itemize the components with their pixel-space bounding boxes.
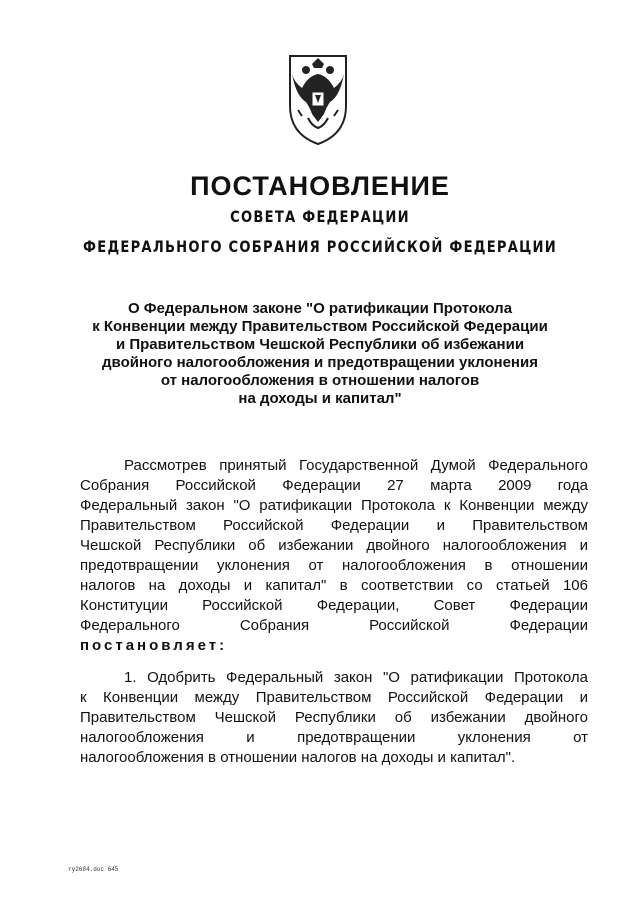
paragraph-line: Конституции Российской Федерации, Совет Федерации [80,597,588,614]
paragraph-line: налогов на доходы и капитал" в соответствии со статьей 106 [80,577,588,594]
paragraph-item-1 [80,668,588,768]
paragraph-line: Рассмотрев принятый Государственной Думой Федерального [124,457,588,474]
paragraph-preamble [80,456,588,656]
coat-of-arms-russia-icon [272,52,364,148]
paragraph-line: к Конвенции между Правительством Российской Федерации и [80,689,588,706]
paragraph-line: налогообложения и предотвращении уклонения от [80,729,588,746]
subject-line: к Конвенции между Правительством Российской Федерации [92,318,548,335]
paragraph-line: Собрания Российской Федерации 27 марта 2009 года [80,477,588,494]
resolves-word: постановляет: [80,637,228,654]
paragraph-line: налогообложения в отношении налогов на доходы и капитал". [80,749,516,766]
issuer-line-2: ФЕДЕРАЛЬНОГО СОБРАНИЯ РОССИЙСКОЙ ФЕДЕРАЦИИ [83,237,557,256]
document-reference: ry2684.doc 645 [68,866,119,873]
paragraph-line: предотвращении уклонения от налогообложения в отношении [80,557,588,574]
subject-line: на доходы и капитал" [238,390,402,407]
paragraph-line: Федеральный закон "О ратификации Протокола к Конвенции между [80,497,588,514]
paragraph-line: Правительством Российской Федерации и Правительством [80,517,588,534]
paragraph-line: 1. Одобрить Федеральный закон "О ратификации Протокола [124,669,588,686]
issuer-line-1: СОВЕТА ФЕДЕРАЦИИ [230,207,410,226]
subject-line: О Федеральном законе "О ратификации Протокола [127,300,513,317]
subject-line: от налогообложения в отношении налогов [160,372,480,389]
subject-line: и Правительством Чешской Республики об избежании [115,336,525,353]
paragraph-line: Федерального Собрания Российской Федерации [80,617,588,634]
paragraph-line: Правительством Чешской Республики об избежании двойного [80,709,588,726]
paragraph-line: Чешской Республики об избежании двойного налогообложения и [80,537,588,554]
subject-line: двойного налогообложения и предотвращении уклонения [102,354,538,371]
document-title: ПОСТАНОВЛЕНИЕ [190,171,450,201]
document-subject [70,300,570,408]
